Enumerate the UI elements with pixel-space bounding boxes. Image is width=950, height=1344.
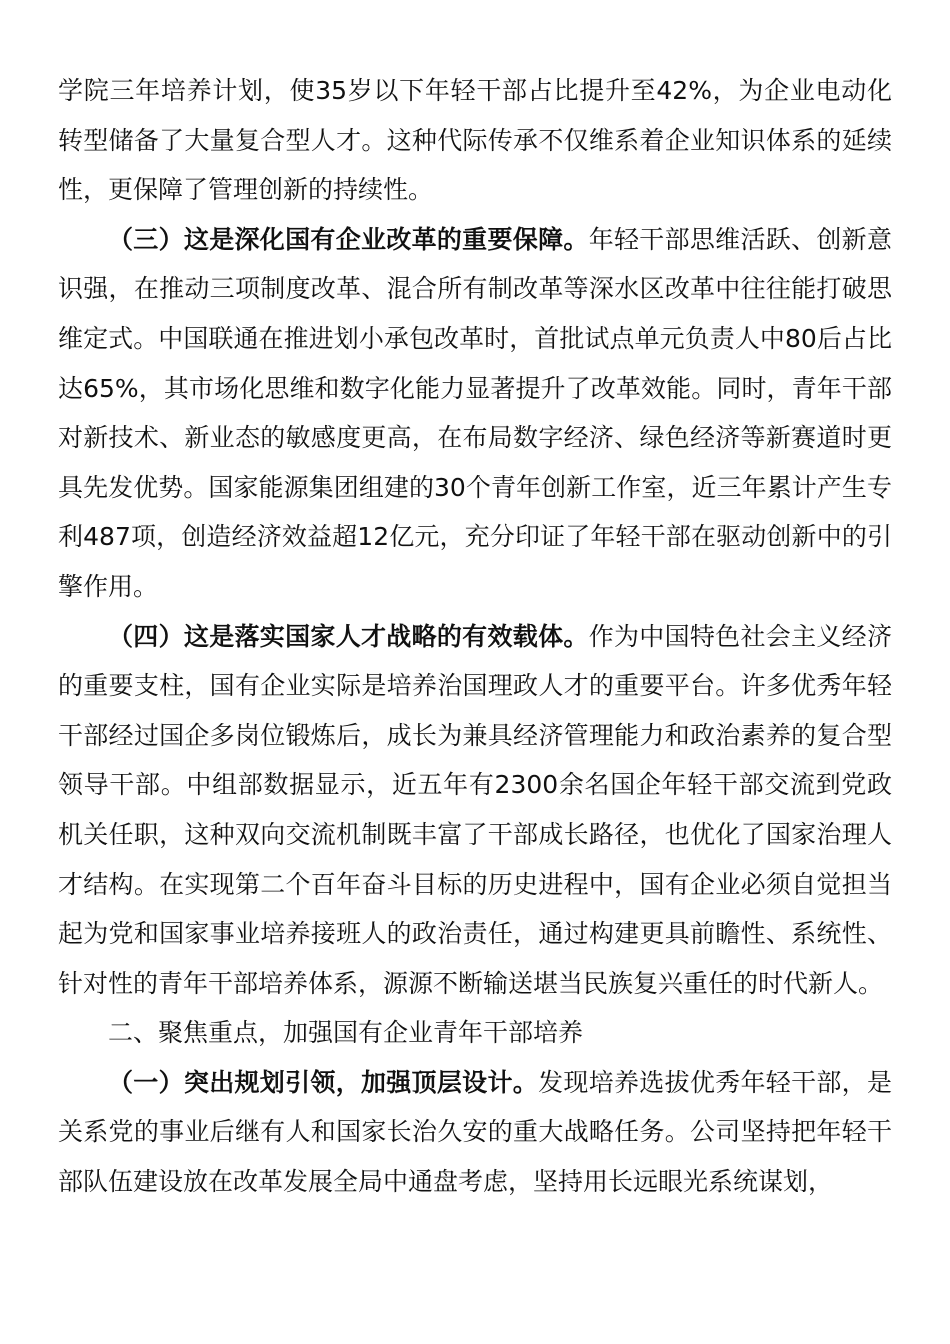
paragraph-text: 发现培养选拔优秀年轻干部，是关系党的事业后继有人和国家长治久安的重大战略任务。公司坚持把年轻干部队伍建设放在改革发展全局中通盘考虑，坚持用长远眼光系统谋划， [58,1067,892,1197]
paragraph-continuation [58,66,892,215]
paragraph-lead-heading: （一）突出规划引领，加强顶层设计。 [108,1067,539,1097]
paragraph-lead-heading: （四）这是落实国家人才战略的有效载体。 [108,621,589,651]
paragraph-text: 学院三年培养计划，使35岁以下年轻干部占比提升至42%，为企业电动化转型储备了大量复合型人才。这种代际传承不仅维系着企业知识体系的延续性，更保障了管理创新的持续性。 [58,76,892,205]
paragraph-text: 年轻干部思维活跃、创新意识强，在推动三项制度改革、混合所有制改革等深水区改革中往往能打破思维定式。中国联通在推进划小承包改革时，首批试点单元负责人中80后占比达65%，其市场化思维和数字化能力显著提升了改革效能。同时，青年干部对新技术、新业态的敏感度更高，在布局数字经济、绿色经济等新赛道时更具先发优势。国家能源集团组建的30个青年创新工作室，近三年累计产生专利487项，创造经济效益超12亿元，充分印证了年轻干部在驱动创新中的引擎作用。 [58,224,892,601]
document-body [58,66,892,1207]
paragraph-subsection-one [58,1058,892,1207]
section-heading [58,1008,892,1058]
paragraph-text: 作为中国特色社会主义经济的重要支柱，国有企业实际是培养治国理政人才的重要平台。许多优秀年轻干部经过国企多岗位锻炼后，成长为兼具经济管理能力和政治素养的复合型领导干部。中组部数据显示，近五年有2300余名国企年轻干部交流到党政机关任职，这种双向交流机制既丰富了干部成长路径，也优化了国家治理人才结构。在实现第二个百年奋斗目标的历史进程中，国有企业必须自觉担当起为党和国家事业培养接班人的政治责任，通过构建更具前瞻性、系统性、针对性的青年干部培养体系，源源不断输送堪当民族复兴重任的时代新人。 [58,621,892,998]
paragraph-lead-heading: （三）这是深化国有企业改革的重要保障。 [108,224,589,254]
paragraph-section-three [58,215,892,612]
section-heading-text: 二、聚焦重点，加强国有企业青年干部培养 [108,1018,584,1048]
paragraph-section-four [58,612,892,1009]
